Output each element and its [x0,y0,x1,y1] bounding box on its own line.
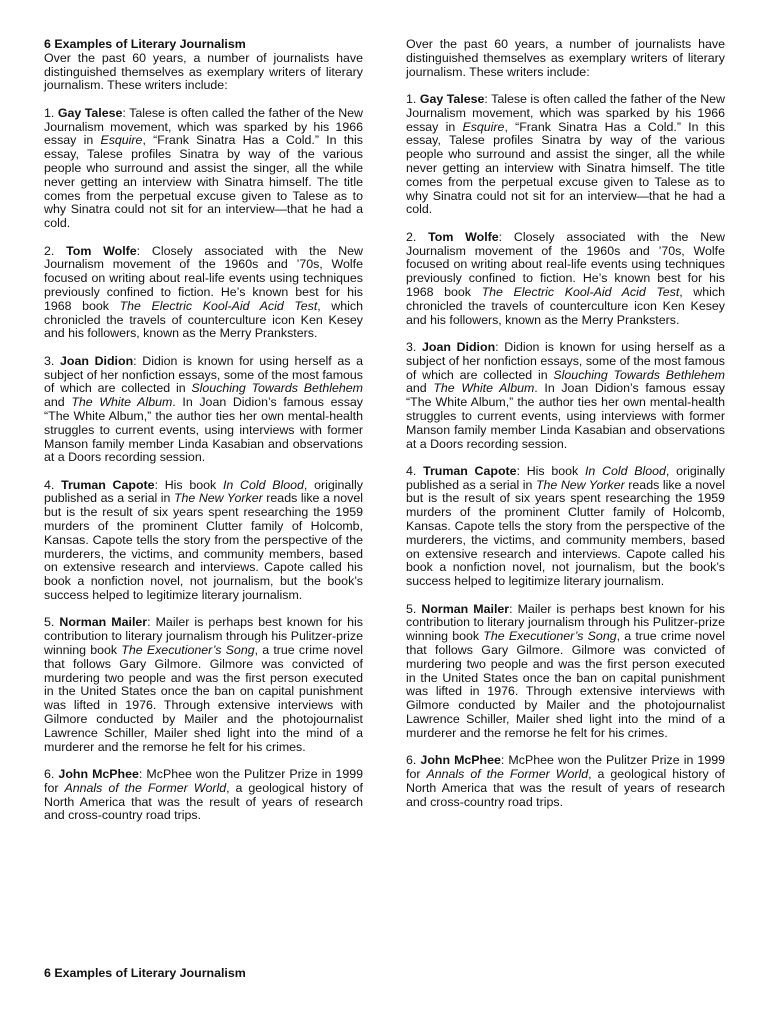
entry-text: , a true crime novel that follows Gary Gilmore. Gilmore was convicted of murdering two people and was the first person executed in the United States once the ban on capital punishment was lifted in 1976. Through extensive interviews with Gilmore conducted by Mailer and the photojournalist Lawrence Schiller, Mailer shed light into the mind of a murderer and the remorse he felt for his crimes. [406,629,725,740]
entry-text: : Didion is known for using herself as a subject of her nonfiction essays, some of the most famous of which are collected in [44,353,364,396]
entry-text: : McPhee won the Pulitzer Prize in 1999 for [44,767,363,795]
work-title: The White Album [71,395,173,410]
work-title: Slouching Towards Bethlehem [553,367,725,382]
work-title: Esquire [462,119,505,134]
entry-text: reads like a novel but is the result of six years spent researching the 1959 murders of the prominent Clutter family of Holcomb, Kansas. Capote tells the story from the perspective of the murderers, the victims, and community members, based on extensive research and interviews. Capote called his book a nonfiction novel, not journalism, but the book’s success helped to legitimize literary journalism. [406,477,725,589]
entry-text: . In Joan Didion’s famous essay “The White Album,” the author ties her own mental-health struggles to current events, using interviews with former Manson family member Linda Kasabian and observations at a Doors recording session. [406,381,725,451]
entry-text: : His book [154,477,223,492]
entry-name: Truman Capote [423,463,517,478]
entry-paragraph [406,754,725,809]
entry-text: reads like a novel but is the result of six years spent researching the 1959 murders of the prominent Clutter family of Holcomb, Kansas. Capote tells the story from the perspective of the murderers, the victims, and community members, based on extensive research and interviews. Capote called his book a nonfiction novel, not journalism, but the book’s success helped to legitimize literary journalism. [44,491,363,603]
entry-text: : Closely associated with the New Journalism movement of the 1960s and ’70s, Wolfe focused on writing about real-life events using techniques previously confined to fiction. He’s known best for his 1968 book [44,243,363,313]
entry-text: , originally published as a serial in [406,463,725,492]
entry-text: , a geological history of North America that was the result of years of research and cross-country road trips. [406,767,726,809]
work-title: The New Yorker [173,491,263,506]
entry-text: . In Joan Didion’s famous essay “The White Album,” the author ties her own mental-health struggles to current events, using interviews with former Manson family member Linda Kasabian and observations at a Doors recording session. [44,395,363,465]
entry-paragraph [44,768,363,823]
work-title: The White Album [433,381,535,396]
work-title: Annals of the Former World [64,780,227,795]
entry-text: : Didion is known for using herself as a subject of her nonfiction essays, some of the most famous of which are collected in [406,339,726,382]
entry-number: 4. [406,463,417,478]
entry-number: 4. [44,477,55,492]
work-title: Esquire [100,133,143,148]
work-title: In Cold Blood [222,477,304,492]
entry-text: : Closely associated with the New Journalism movement of the 1960s and ’70s, Wolfe focused on writing about real-life events using techniques previously confined to fiction. He’s known best for his 1968 book [406,229,725,299]
entry-text: , “Frank Sinatra Has a Cold.” In this essay, Talese profiles Sinatra by way of the various people who surround and assist the singer, all the while never getting an interview with Sinatra himself. The title comes from the perpetual excuse given to Talese as to why Sinatra could not sit for an interview—that he had a cold. [406,119,725,217]
entry-paragraph [44,107,363,231]
entry-text: , a true crime novel that follows Gary Gilmore. Gilmore was convicted of murdering two people and was the first person executed in the United States once the ban on capital punishment was lifted in 1976. Through extensive interviews with Gilmore conducted by Mailer and the photojournalist Lawrence Schiller, Mailer shed light into the mind of a murderer and the remorse he felt for his crimes. [44,643,363,754]
footer-title: 6 Examples of Literary Journalism [44,966,246,980]
entry-paragraph [44,355,363,465]
entry-paragraph [406,465,725,589]
entry-paragraph [406,603,725,741]
entry-name: Norman Mailer [421,601,510,616]
entry-paragraph [44,245,363,342]
entry-paragraph [406,93,725,217]
entry-text: : Talese is often called the father of the New Journalism movement, which was sparked by his 1966 essay in [406,91,725,134]
work-title: The Electric Kool-Aid Acid Test [481,284,680,299]
entry-number: 6. [44,767,55,782]
work-title: Annals of the Former World [426,767,589,782]
intro-paragraph: Over the past 60 years, a number of journalists have distinguished themselves as exemplary writers of literary journalism. These writers include: [406,37,725,79]
entry-number: 1. [406,91,417,106]
entry-name: Tom Wolfe [66,243,137,258]
entry-paragraph [406,341,725,451]
entry-name: Joan Didion [60,353,134,368]
work-title: Slouching Towards Bethlehem [191,381,363,396]
entry-paragraph [44,479,363,603]
entry-name: John McPhee [58,767,139,782]
entry-number: 6. [406,753,417,768]
entry-number: 5. [406,601,417,616]
entry-text: : Mailer is perhaps best known for his contribution to literary journalism through his Pulitzer-prize winning book [406,601,725,644]
entry-name: Gay Talese [57,105,123,120]
entry-text: : Mailer is perhaps best known for his contribution to literary journalism through his Pulitzer-prize winning book [44,615,363,658]
entry-name: Norman Mailer [59,615,148,630]
entry-name: Truman Capote [61,477,155,492]
work-title: The Executioner’s Song [121,643,255,658]
entry-text: , “Frank Sinatra Has a Cold.” In this essay, Talese profiles Sinatra by way of the various people who surround and assist the singer, all the while never getting an interview with Sinatra himself. The title comes from the perpetual excuse given to Talese as to why Sinatra could not sit for an interview—that he had a cold. [44,133,363,231]
entry-name: Gay Talese [419,91,485,106]
entry-text: : Talese is often called the father of the New Journalism movement, which was sparked by his 1966 essay in [44,105,363,148]
entry-text: , which chronicled the travels of counterculture icon Ken Kesey and his followers, known as the Merry Pranksters. [406,284,725,327]
entry-text: , which chronicled the travels of counterculture icon Ken Kesey and his followers, known as the Merry Pranksters. [44,298,363,341]
work-title: The Executioner’s Song [483,629,617,644]
entry-number: 5. [44,615,55,630]
work-title: In Cold Blood [584,463,666,478]
entry-number: 3. [44,353,55,368]
entry-paragraph [44,616,363,754]
entry-text: : His book [516,463,585,478]
entry-text: and [44,395,72,410]
page-title: 6 Examples of Literary Journalism [44,37,246,51]
work-title: The Electric Kool-Aid Acid Test [119,298,318,313]
entry-number: 1. [44,105,55,120]
entry-number: 3. [406,339,417,354]
entry-name: John McPhee [420,753,501,768]
entry-text: and [406,381,434,396]
intro-paragraph: Over the past 60 years, a number of journalists have distinguished themselves as exemplary writers of literary journalism. These writers include: [44,50,363,93]
entry-text: , originally published as a serial in [44,477,363,506]
entry-number: 2. [406,229,417,244]
right-column [406,38,725,823]
entry-text: : McPhee won the Pulitzer Prize in 1999 for [406,753,725,782]
entry-name: Joan Didion [422,339,496,354]
work-title: The New Yorker [535,477,625,492]
entry-name: Tom Wolfe [428,229,499,244]
entry-paragraph [406,231,725,328]
entry-number: 2. [44,243,55,258]
left-column [44,38,363,837]
entry-text: , a geological history of North America that was the result of years of research and cross-country road trips. [44,780,364,823]
